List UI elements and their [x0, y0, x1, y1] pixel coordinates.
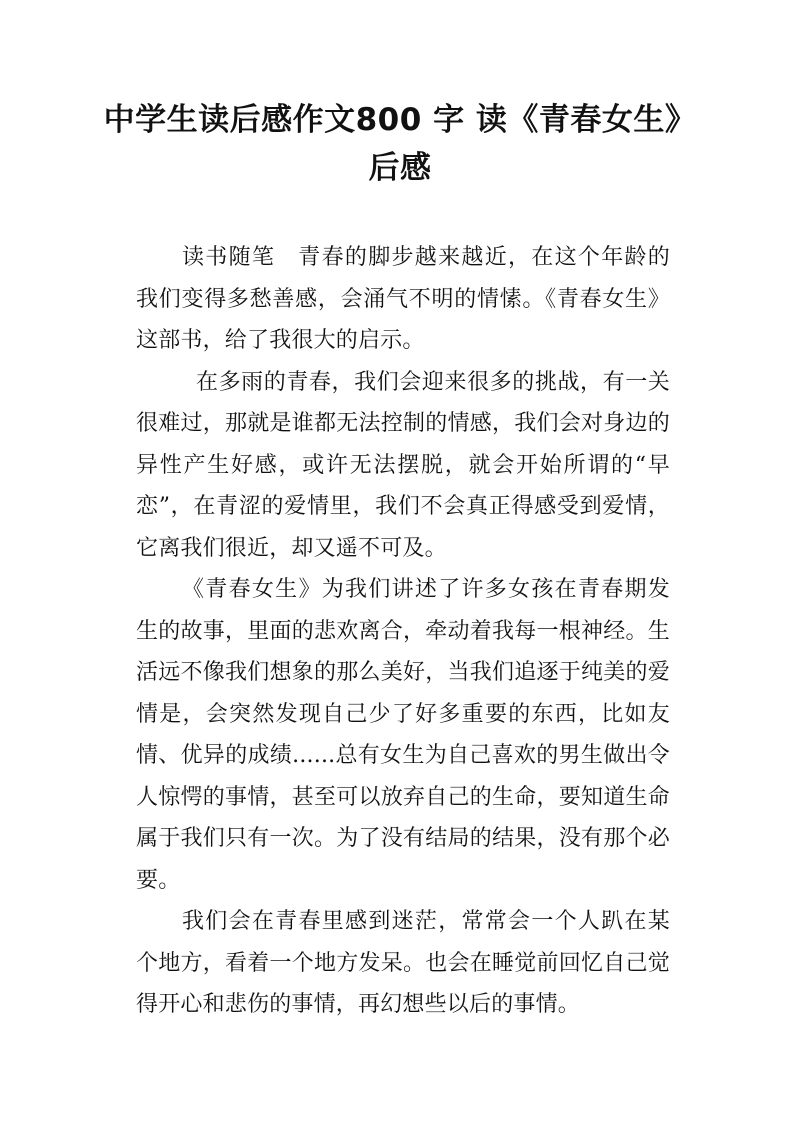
paragraph-2-text: 在多雨的青春，我们会迎来很多的挑战，有一关很难过，那就是谁都无法控制的情感，我们会对身边的异性产生好感，或许无法摆脱，就会开始所谓的“早恋”，在青涩的爱情里，我们不会真正得感受到爱情，它离我们很近，却又遥不可及。 [136, 369, 670, 561]
paragraph-4-text: 我们会在青春里感到迷茫，常常会一个人趴在某个地方，看着一个地方发呆。也会在睡觉前回忆自己觉得开心和悲伤的事情，再幻想些以后的事情。 [136, 909, 670, 1017]
paragraph-3 [136, 569, 670, 901]
paragraph-1-text: 青春的脚步越来越近，在这个年龄的我们变得多愁善感，会涌气不明的情愫。《青春女生》这部书，给了我很大的启示。 [136, 245, 670, 353]
paragraph-1 [136, 237, 670, 362]
paragraph-3-text: 《青春女生》为我们讲述了许多女孩在青春期发生的故事，里面的悲欢离合，牵动着我每一根神经。生活远不像我们想象的那么美好，当我们追逐于纯美的爱情是，会突然发现自己少了好多重要的东西，比如友情、优异的成绩......总有女生为自己喜欢的男生做出令人惊愕的事情，甚至可以放弃自己的生命，要知道生命属于我们只有一次。为了没有结局的结果，没有那个必要。 [136, 577, 670, 893]
paragraph-4 [136, 901, 670, 1026]
paragraph-2 [136, 362, 670, 570]
document-title: 中学生读后感作文800 字 读《青春女生》后感 [103, 102, 697, 186]
paragraph-lead-label: 读书随笔 [182, 245, 276, 270]
document-body [136, 237, 670, 1026]
